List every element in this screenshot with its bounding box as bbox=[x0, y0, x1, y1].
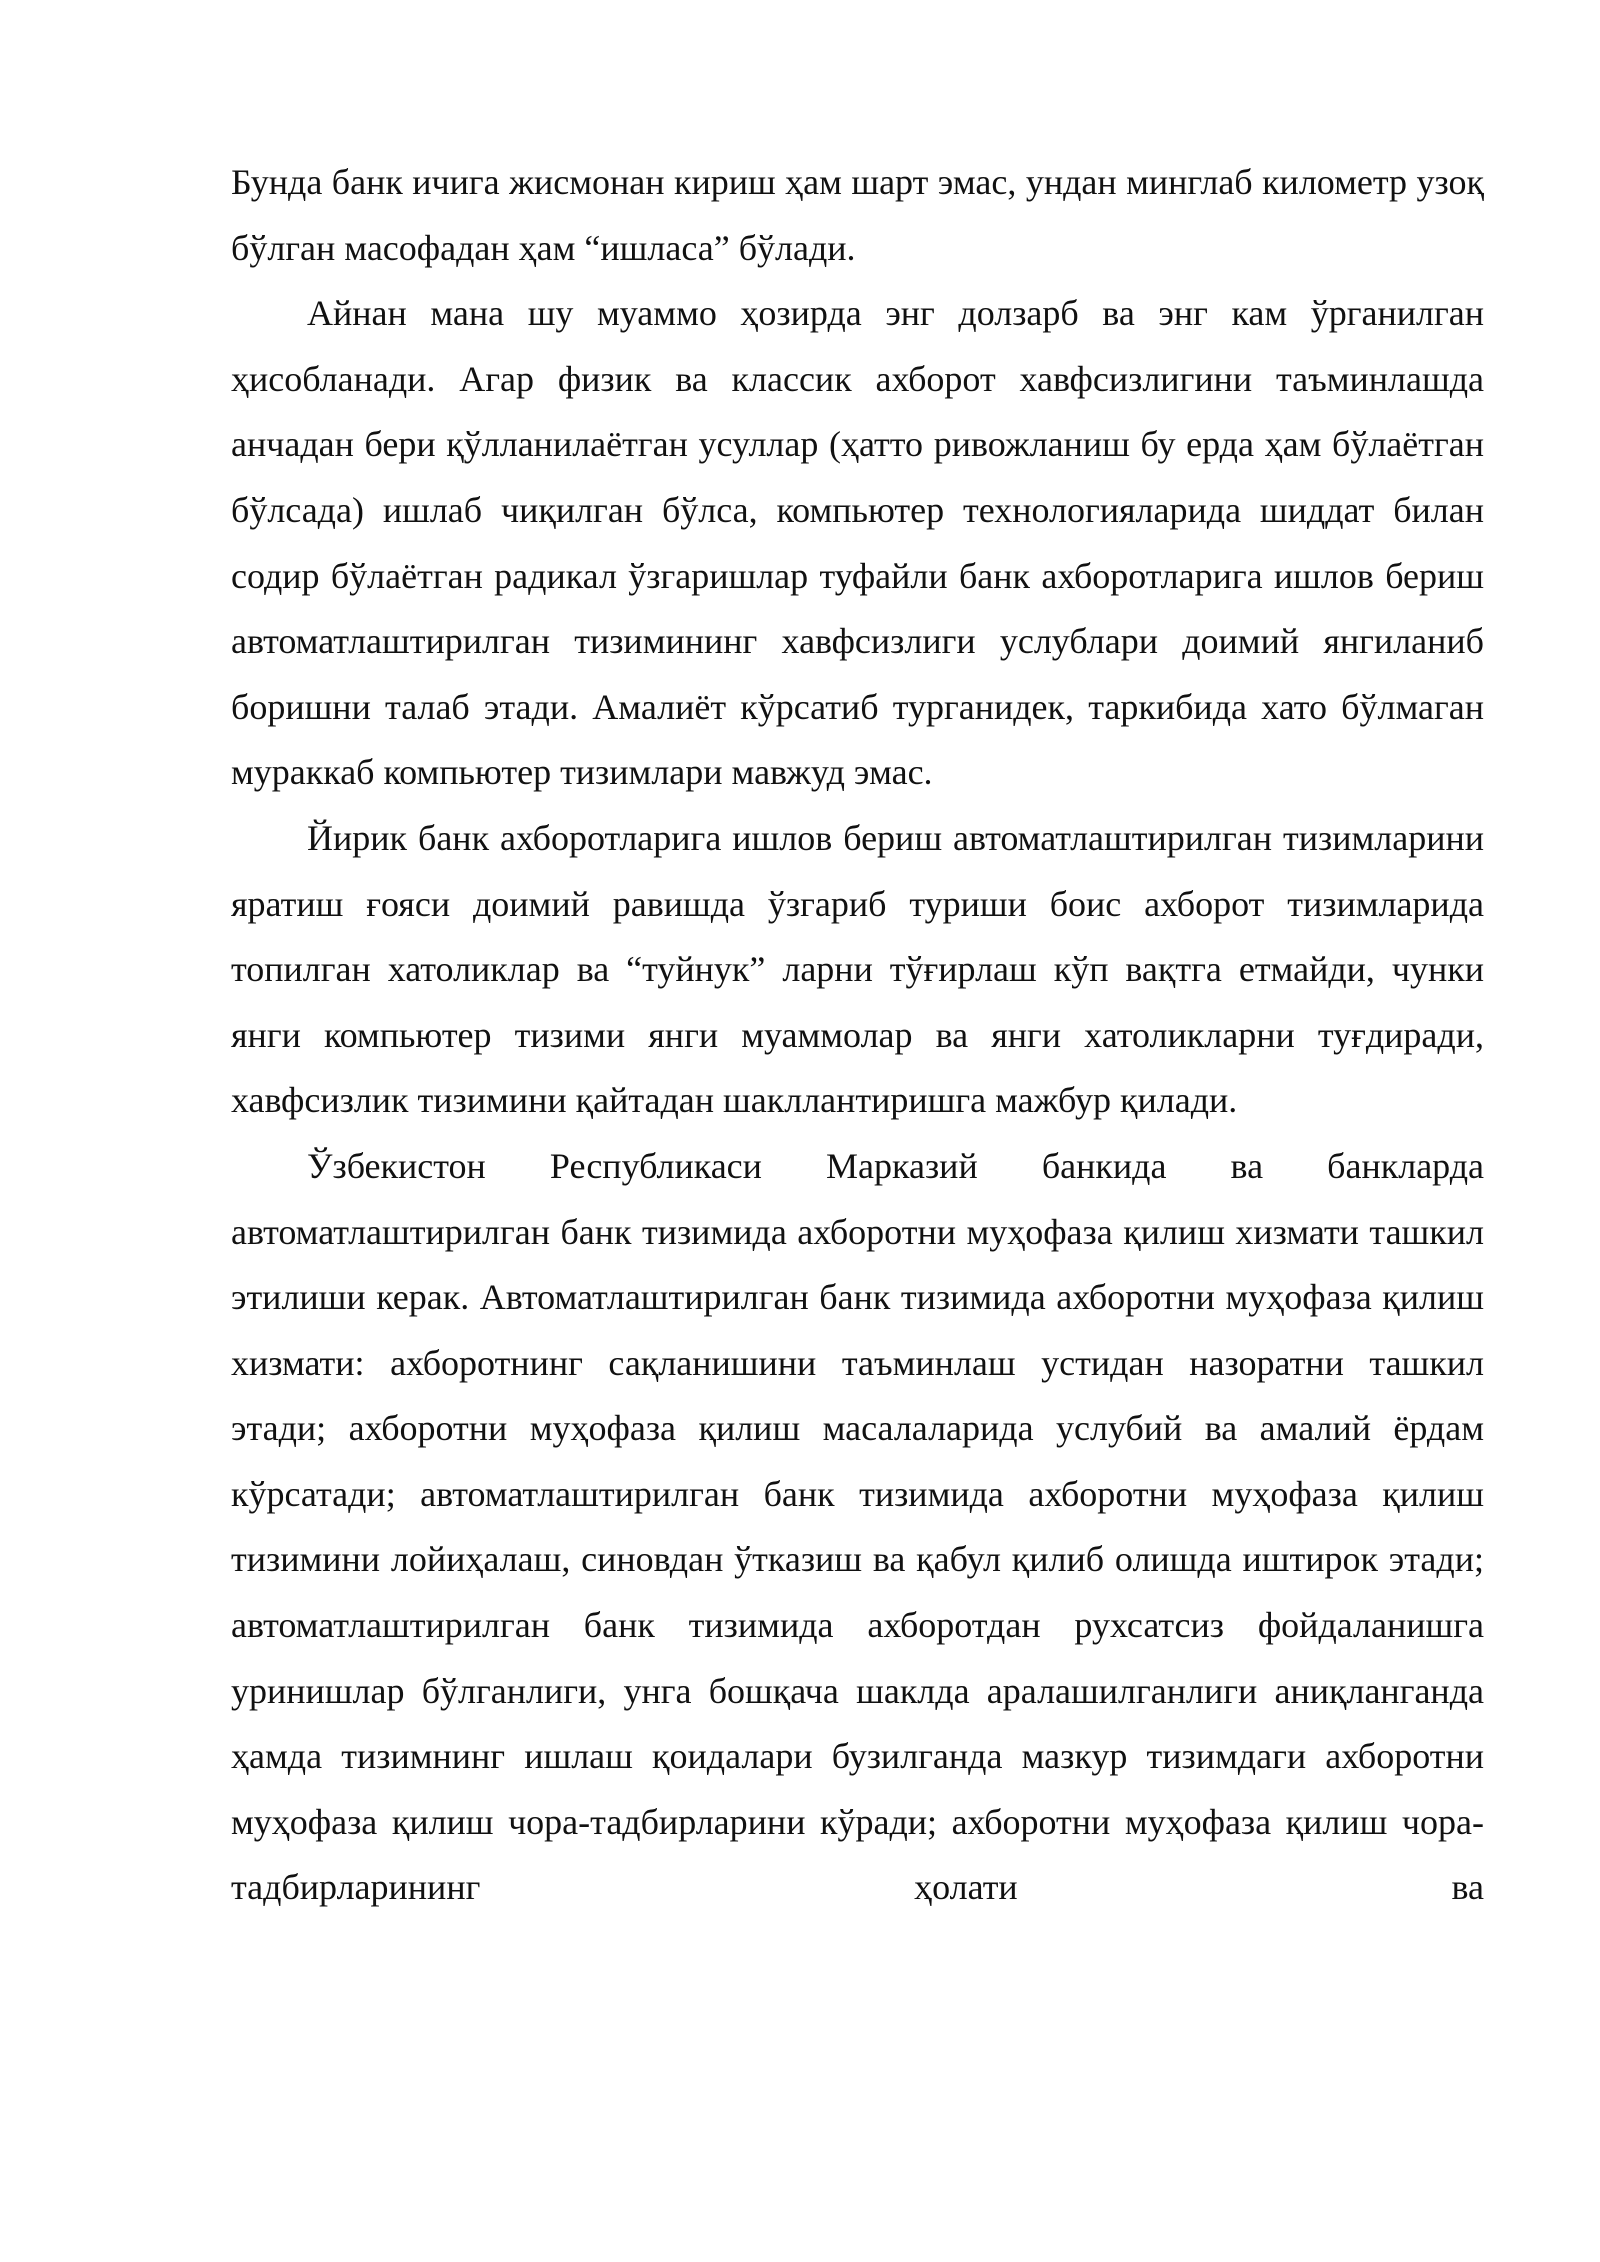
paragraph-1: Бунда банк ичига жисмонан кириш ҳам шарт эмас, ундан минглаб километр узоқ бўлган масофадан ҳам “ишласа” бўлади. bbox=[231, 162, 1484, 268]
paragraph-2: Айнан мана шу муаммо ҳозирда энг долзарб ва энг кам ўрганилган ҳисобланади. Агар физик ва классик ахборот хавфсизлигини таъминлашда анчадан бери қўлланилаётган усуллар (ҳатто ривожланиш бу ерда ҳам бўлаётган бўлсада) ишлаб чиқилган бўлса, компьютер технологияларида шиддат билан содир бўлаётган радикал ўзгаришлар туфайли банк ахборотларига ишлов бериш автоматлаштирилган тизимининг хавфсизлиги услублари доимий янгиланиб боришни талаб этади. Амалиёт кўрсатиб турганидек, таркибида хато бўлмаган мураккаб компьютер тизимлари мавжуд эмас. bbox=[231, 293, 1484, 793]
paragraph-4: Ўзбекистон Республикаси Марказий банкида ва банкларда автоматлаштирилган банк тизимида ахборотни муҳофаза қилиш хизмати ташкил этилиши керак. Автоматлаштирилган банк тизимида ахборотни муҳофаза қилиш хизмати: ахборотнинг сақланишини таъминлаш устидан назоратни ташкил этади; ахборотни муҳофаза қилиш масалаларида услубий ва амалий ёрдам кўрсатади; автоматлаштирилган банк тизимида ахборотни муҳофаза қилиш тизимини лойиҳалаш, синовдан ўтказиш ва қабул қилиб олишда иштирок этади; автоматлаштирилган банк тизимида ахборотдан рухсатсиз фойдаланишга уринишлар бўлганлиги, унга бошқача шаклда аралашилганлиги аниқланганда ҳамда тизимнинг ишлаш қоидалари бузилганда мазкур тизимдаги ахборотни муҳофаза қилиш чора-тадбирларини кўради; ахборотни муҳофаза қилиш чора-тадбирларининг ҳолати ва bbox=[231, 1145, 1484, 1908]
paragraph-3: Йирик банк ахборотларига ишлов бериш автоматлаштирилган тизимларини яратиш ғояси доимий равишда ўзгариб туриши боис ахборот тизимларида топилган хатоликлар ва “туйнук” ларни тўғирлаш кўп вақтга етмайди, чунки янги компьютер тизими янги муаммолар ва янги хатоликларни туғдиради, хавфсизлик тизимини қайтадан шакллантиришга мажбур қилади. bbox=[231, 817, 1484, 1121]
document-body bbox=[231, 150, 1484, 1921]
